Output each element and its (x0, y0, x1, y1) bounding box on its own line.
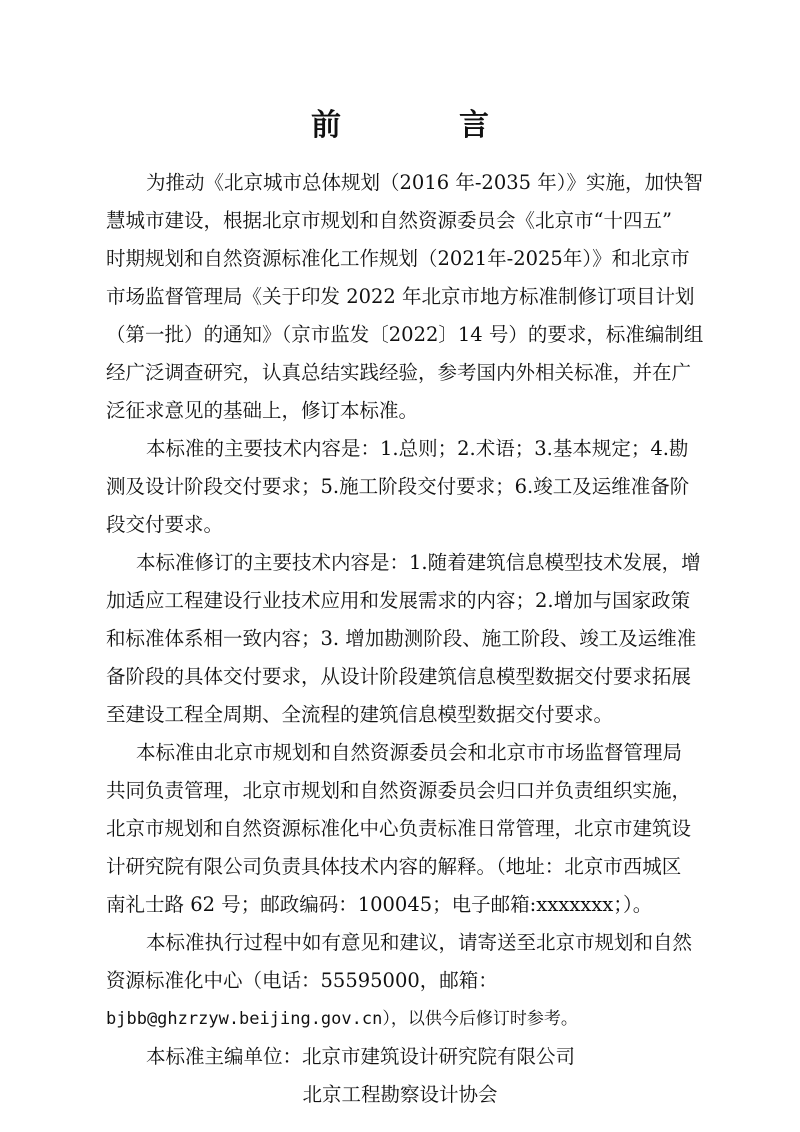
text-line: 加适应工程建设行业技术应用和发展需求的内容；2.增加与国家政策 (106, 589, 691, 612)
text-line: 备阶段的具体交付要求，从设计阶段建筑信息模型数据交付要求拓展 (106, 665, 692, 688)
text-line: 时期规划和自然资源标准化工作规划（2021年-2025年）》和北京市 (106, 247, 690, 270)
text-line: 资源标准化中心（电话：55595000，邮箱： (106, 969, 498, 992)
text-line: 慧城市建设，根据北京市规划和自然资源委员会《北京市“十四五” (106, 209, 672, 232)
text-line: 和标准体系相一致内容；3. 增加勘测阶段、施工阶段、竣工及运维准 (106, 627, 697, 650)
text-line: （第一批）的通知》（京市监发〔2022〕14 号）的要求，标准编制组 (106, 323, 704, 346)
text-line: 北京市规划和自然资源标准化中心负责标准日常管理，北京市建筑设 (106, 817, 692, 840)
email-link[interactable]: bjbb@ghzrzyw.beijing.gov.cn），以供今后修订时参考。 (106, 1009, 578, 1029)
text-line: 经广泛调查研究，认真总结实践经验，参考国内外相关标准，并在广 (106, 361, 692, 384)
chief-editor-unit: 本标准主编单位：北京市建筑设计研究院有限公司 (146, 1045, 576, 1068)
text-line: 为推动《北京城市总体规划（2016 年-2035 年）》实施，加快智 (146, 171, 703, 194)
page-title: 前 言 (311, 108, 533, 143)
text-line: 本标准由北京市规划和自然资源委员会和北京市市场监督管理局 (136, 741, 683, 764)
text-line: 南礼士路 62 号；邮政编码：100045；电子邮箱:xxxxxxx；）。 (106, 893, 653, 916)
text-line: 计研究院有限公司负责具体技术内容的解释。（地址：北京市西城区 (106, 855, 682, 878)
text-line: 本标准执行过程中如有意见和建议，请寄送至北京市规划和自然 (146, 931, 693, 954)
text-line: 泛征求意见的基础上，修订本标准。 (106, 399, 419, 422)
text-line: 本标准的主要技术内容是：1.总则；2.术语；3.基本规定；4.勘 (146, 437, 689, 460)
text-line: 段交付要求。 (106, 513, 224, 536)
text-line: 本标准修订的主要技术内容是：1.随着建筑信息模型技术发展，增 (136, 551, 701, 574)
text-line: 测及设计阶段交付要求；5.施工阶段交付要求；6.竣工及运维准备阶 (106, 475, 690, 498)
text-line: 至建设工程全周期、全流程的建筑信息模型数据交付要求。 (106, 703, 614, 726)
text-line: 共同负责管理，北京市规划和自然资源委员会归口并负责组织实施， (106, 779, 692, 802)
co-editor-unit: 北京工程勘察设计协会 (302, 1083, 498, 1106)
text-line: 市场监督管理局《关于印发 2022 年北京市地方标准制修订项目计划 (106, 285, 695, 308)
